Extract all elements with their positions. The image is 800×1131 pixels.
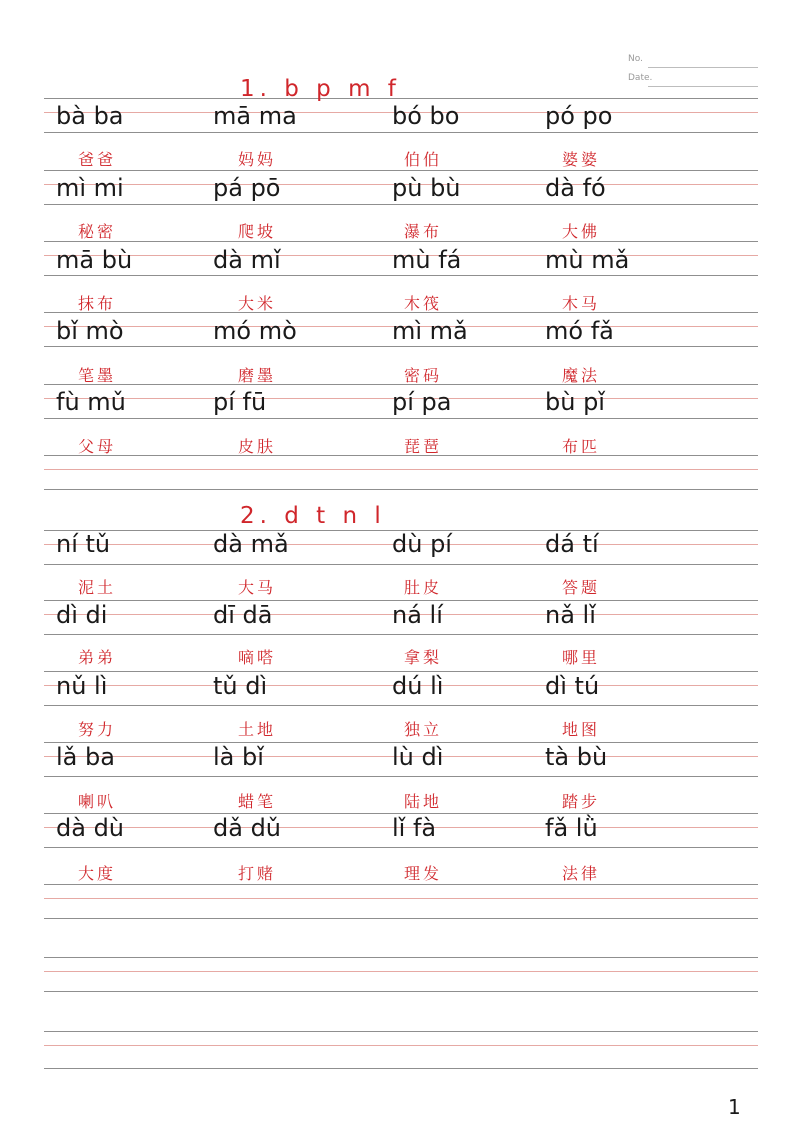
hanzi-word: 打赌 (238, 864, 277, 883)
date-line (648, 86, 758, 87)
pinyin-word: dà mǎ (213, 530, 289, 558)
pinyin-word: mó fǎ (545, 317, 614, 345)
pinyin-word: bù pǐ (545, 388, 605, 416)
ruled-line (44, 564, 758, 565)
hanzi-word: 瀑布 (404, 222, 443, 241)
ruled-line (44, 957, 758, 958)
ruled-line-red (44, 1045, 758, 1046)
hanzi-word: 木筏 (404, 294, 443, 313)
hanzi-word: 陆地 (404, 792, 443, 811)
hanzi-word: 妈妈 (238, 150, 277, 169)
pinyin-word: dì di (56, 601, 108, 629)
section-title-bpmf: 1. b p m f (240, 76, 401, 102)
ruled-line (44, 455, 758, 456)
pinyin-word: là bǐ (213, 743, 264, 771)
hanzi-word: 法律 (562, 864, 601, 883)
pinyin-word: dà fó (545, 174, 606, 202)
hanzi-word: 皮肤 (238, 437, 277, 456)
hanzi-word: 泥土 (78, 578, 117, 597)
pinyin-word: nǔ lì (56, 672, 108, 700)
ruled-line (44, 312, 758, 313)
hanzi-word: 爬坡 (238, 222, 277, 241)
page-number: 1 (728, 1095, 741, 1119)
ruled-line (44, 489, 758, 490)
hanzi-word: 土地 (238, 720, 277, 739)
hanzi-word: 磨墨 (238, 366, 277, 385)
pinyin-word: mā bù (56, 246, 133, 274)
pinyin-word: lǐ fà (392, 814, 437, 842)
pinyin-word: bà ba (56, 102, 124, 130)
hanzi-word: 密码 (404, 366, 443, 385)
pinyin-word: dì tú (545, 672, 600, 700)
hanzi-word: 琵琶 (404, 437, 443, 456)
hanzi-word: 拿梨 (404, 648, 443, 667)
pinyin-word: bó bo (392, 102, 460, 130)
section-title-dtnl: 2. d t n l (240, 503, 386, 529)
pinyin-word: fù mǔ (56, 388, 126, 416)
pinyin-word: bǐ mò (56, 317, 124, 345)
date-label: Date. (628, 73, 653, 83)
ruled-line (44, 204, 758, 205)
pinyin-word: lǎ ba (56, 743, 115, 771)
pinyin-word: dù pí (392, 530, 452, 558)
hanzi-word: 踏步 (562, 792, 601, 811)
hanzi-word: 大马 (238, 578, 277, 597)
hanzi-word: 嘀嗒 (238, 648, 277, 667)
hanzi-word: 弟弟 (78, 648, 117, 667)
pinyin-word: mā ma (213, 102, 297, 130)
ruled-line (44, 776, 758, 777)
hanzi-word: 理发 (404, 864, 443, 883)
ruled-line (44, 884, 758, 885)
pinyin-word: mì mi (56, 174, 124, 202)
ruled-line (44, 705, 758, 706)
pinyin-word: mó mò (213, 317, 297, 345)
no-line (648, 67, 758, 68)
pinyin-word: mì mǎ (392, 317, 468, 345)
ruled-line (44, 98, 758, 99)
hanzi-word: 爸爸 (78, 150, 117, 169)
pinyin-word: tǔ dì (213, 672, 268, 700)
hanzi-word: 地图 (562, 720, 601, 739)
pinyin-word: mù mǎ (545, 246, 630, 274)
pinyin-word: dú lì (392, 672, 444, 700)
hanzi-word: 答题 (562, 578, 601, 597)
pinyin-word: dǎ dǔ (213, 814, 282, 842)
hanzi-word: 魔法 (562, 366, 601, 385)
pinyin-word: ná lí (392, 601, 443, 629)
hanzi-word: 笔墨 (78, 366, 117, 385)
hanzi-word: 哪里 (562, 648, 601, 667)
hanzi-word: 独立 (404, 720, 443, 739)
pinyin-word: fǎ lǜ (545, 814, 598, 842)
pinyin-word: dá tí (545, 530, 599, 558)
pinyin-word: dī dā (213, 601, 273, 629)
ruled-line-red (44, 898, 758, 899)
pinyin-word: lù dì (392, 743, 444, 771)
hanzi-word: 努力 (78, 720, 117, 739)
ruled-line (44, 634, 758, 635)
ruled-line-red (44, 971, 758, 972)
hanzi-word: 秘密 (78, 222, 117, 241)
ruled-line (44, 384, 758, 385)
pinyin-word: pí pa (392, 388, 452, 416)
pinyin-word: dà mǐ (213, 246, 281, 274)
hanzi-word: 大度 (78, 864, 117, 883)
pinyin-word: nǎ lǐ (545, 601, 596, 629)
pinyin-word: dà dù (56, 814, 125, 842)
ruled-line (44, 1031, 758, 1032)
hanzi-word: 蜡笔 (238, 792, 277, 811)
ruled-line (44, 241, 758, 242)
ruled-line-red (44, 469, 758, 470)
pinyin-word: ní tǔ (56, 530, 111, 558)
pinyin-word: mù fá (392, 246, 462, 274)
hanzi-word: 肚皮 (404, 578, 443, 597)
hanzi-word: 布匹 (562, 437, 601, 456)
hanzi-word: 木马 (562, 294, 601, 313)
ruled-line (44, 918, 758, 919)
hanzi-word: 抹布 (78, 294, 117, 313)
pinyin-word: tà bù (545, 743, 608, 771)
ruled-line (44, 1068, 758, 1069)
hanzi-word: 大佛 (562, 222, 601, 241)
ruled-line (44, 847, 758, 848)
pinyin-word: pù bù (392, 174, 461, 202)
ruled-line (44, 170, 758, 171)
hanzi-word: 喇叭 (78, 792, 117, 811)
hanzi-word: 伯伯 (404, 150, 443, 169)
pinyin-word: pó po (545, 102, 613, 130)
ruled-line (44, 991, 758, 992)
ruled-line (44, 275, 758, 276)
hanzi-word: 父母 (78, 437, 117, 456)
no-label: No. (628, 54, 643, 64)
ruled-line (44, 132, 758, 133)
ruled-line (44, 346, 758, 347)
pinyin-word: pá pō (213, 174, 281, 202)
pinyin-word: pí fū (213, 388, 267, 416)
hanzi-word: 大米 (238, 294, 277, 313)
ruled-line (44, 418, 758, 419)
hanzi-word: 婆婆 (562, 150, 601, 169)
